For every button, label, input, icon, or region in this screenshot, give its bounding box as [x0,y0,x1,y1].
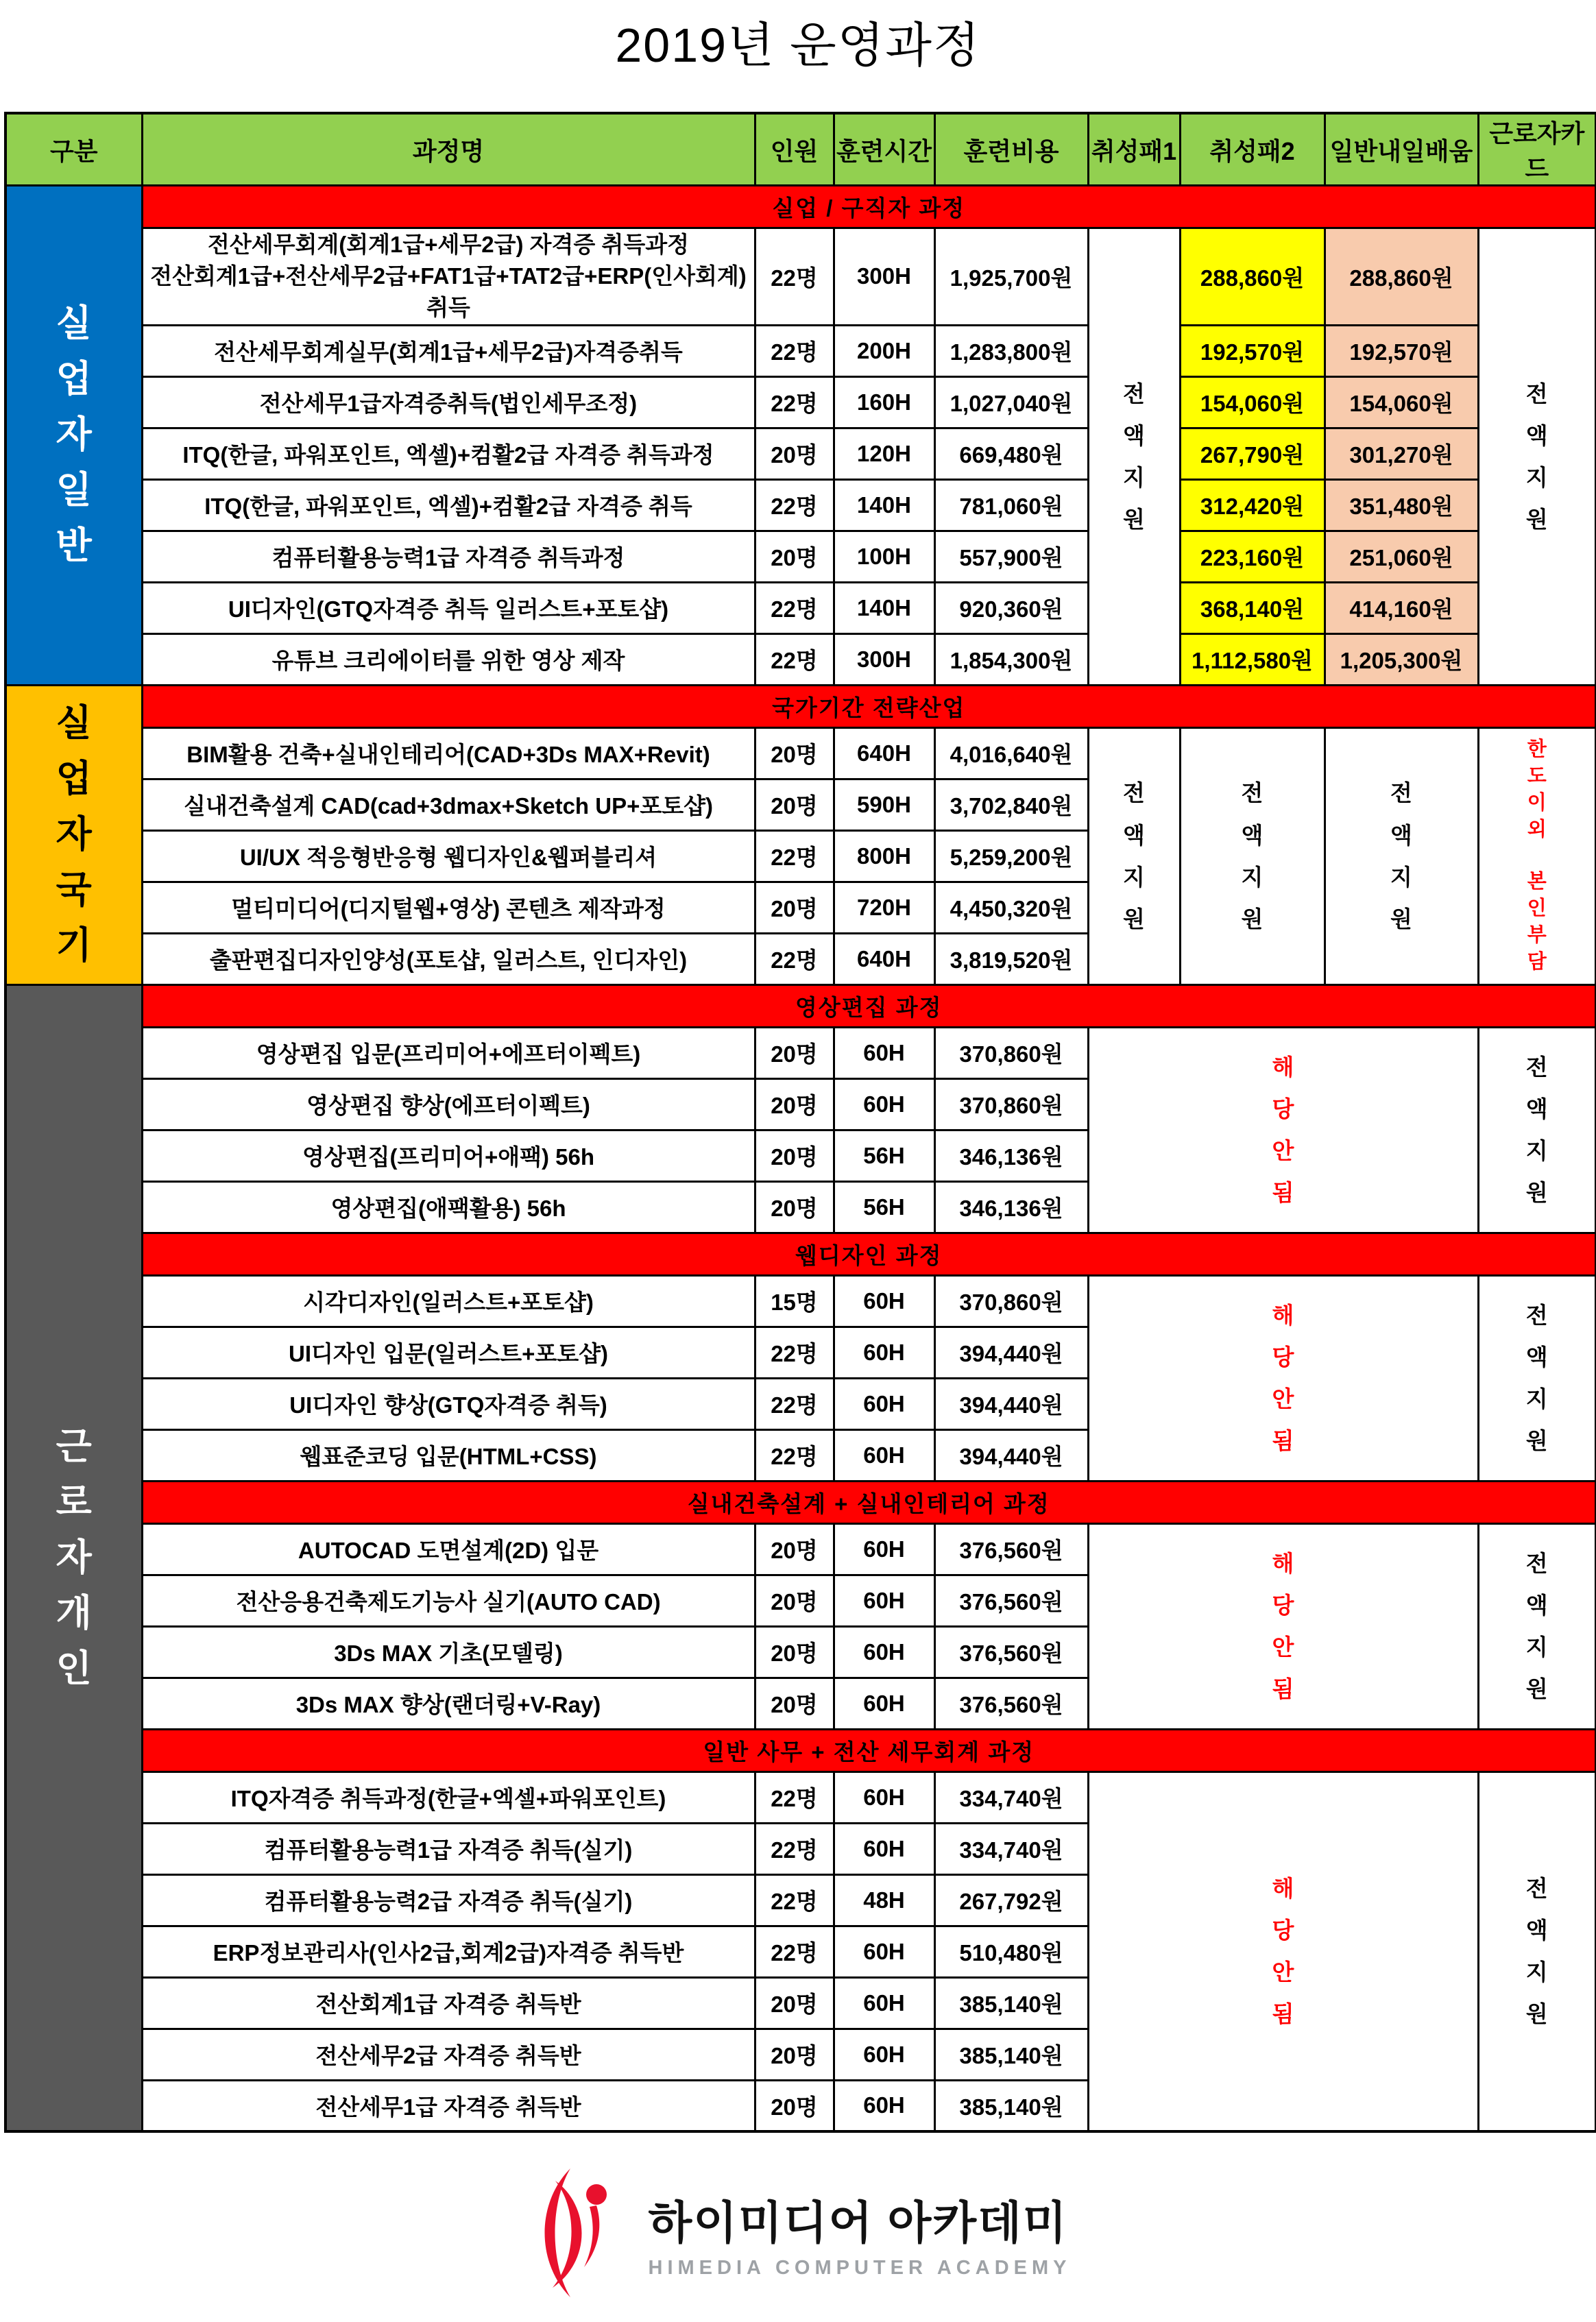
column-header: 훈련시간 [834,113,934,186]
chwiseongpae2-cell: 312,420원 [1180,479,1325,531]
cost-cell: 781,060원 [934,479,1088,531]
course-name-cell: 영상편집(애팩활용) 56h [142,1181,755,1233]
course-name-cell: UI/UX 적응형반응형 웹디자인&웹퍼블리셔 [142,830,755,882]
course-name-cell: 실내건축설계 CAD(cad+3dmax+Sketch UP+포토샵) [142,779,755,830]
himedia-logo-mark-icon [525,2164,628,2301]
hours-cell: 140H [834,582,934,633]
naeil-baeum-cell: 192,570원 [1325,325,1478,376]
naeil-baeum-cell: 1,205,300원 [1325,633,1478,685]
course-name-cell: 컴퓨터활용능력1급 자격증 취득(실기) [142,1823,755,1874]
trainees-cell: 22명 [755,228,834,326]
hours-cell: 60H [834,1678,934,1729]
course-table [4,112,1596,2133]
naeil-baeum-cell: 351,480원 [1325,479,1478,531]
hours-cell: 60H [834,1078,934,1130]
naeil-baeum-cell: 288,860원 [1325,228,1478,326]
course-name-cell: 멀티미디어(디지털웹+영상) 콘텐츠 제작과정 [142,882,755,933]
cost-cell: 376,560원 [934,1575,1088,1626]
page-title: 2019년 운영과정 [615,19,981,72]
hours-cell: 60H [834,1378,934,1429]
trainees-cell: 20명 [755,1626,834,1678]
cost-cell: 669,480원 [934,428,1088,479]
chwiseongpae2-cell: 223,160원 [1180,531,1325,582]
trainees-cell: 22명 [755,1874,834,1926]
course-name-cell: 전산회계1급 자격증 취득반 [142,1977,755,2029]
cost-cell: 267,792원 [934,1874,1088,1926]
cost-cell: 334,740원 [934,1823,1088,1874]
cost-cell: 370,860원 [934,1275,1088,1327]
trainees-cell: 20명 [755,1523,834,1575]
chwiseongpae2-cell: 192,570원 [1180,325,1325,376]
cost-cell: 394,440원 [934,1429,1088,1481]
support-cell-worker-card: 전 액 지 원 [1478,1523,1596,1729]
cost-cell: 4,016,640원 [934,727,1088,779]
hours-cell: 640H [834,933,934,984]
course-name-cell: 3Ds MAX 향상(랜더링+V-Ray) [142,1678,755,1729]
support-cell-chwiseongpae1: 전 액 지 원 [1088,228,1180,686]
support-cell-worker-card: 전 액 지 원 [1478,228,1596,686]
support-cell-chwiseongpae2: 전 액 지 원 [1180,727,1325,984]
hours-cell: 60H [834,1523,934,1575]
trainees-cell: 20명 [755,428,834,479]
naeil-baeum-cell: 414,160원 [1325,582,1478,633]
support-cell-not-applicable: 해 당 안 됨 [1088,1523,1478,1729]
hours-cell: 56H [834,1130,934,1181]
trainees-cell: 22명 [755,633,834,685]
trainees-cell: 20명 [755,1575,834,1626]
cost-cell: 4,450,320원 [934,882,1088,933]
hours-cell: 48H [834,1874,934,1926]
sidebar-group-label: 근 로 자 개 인 [5,984,142,2131]
course-name-cell: 전산세무1급자격증취득(법인세무조정) [142,376,755,428]
hours-cell: 60H [834,1823,934,1874]
course-name-cell: 전산응용건축제도기능사 실기(AUTO CAD) [142,1575,755,1626]
hours-cell: 60H [834,1626,934,1678]
hours-cell: 100H [834,531,934,582]
support-cell-chwiseongpae1: 전 액 지 원 [1088,727,1180,984]
naeil-baeum-cell: 301,270원 [1325,428,1478,479]
hours-cell: 60H [834,1575,934,1626]
trainees-cell: 22명 [755,325,834,376]
trainees-cell: 20명 [755,2029,834,2080]
sidebar-group-label: 실 업 자 국 기 [5,685,142,984]
course-name-cell: 전산세무1급 자격증 취득반 [142,2080,755,2131]
cost-cell: 346,136원 [934,1130,1088,1181]
course-name-cell: 전산세무회계실무(회계1급+세무2급)자격증취득 [142,325,755,376]
trainees-cell: 22명 [755,933,834,984]
section-banner: 일반 사무 + 전산 세무회계 과정 [142,1729,1596,1771]
cost-cell: 370,860원 [934,1078,1088,1130]
course-name-cell: ITQ(한글, 파워포인트, 엑셀)+컴활2급 자격증 취득 [142,479,755,531]
course-name-cell: 컴퓨터활용능력1급 자격증 취득과정 [142,531,755,582]
naeil-baeum-cell: 154,060원 [1325,376,1478,428]
cost-cell: 3,702,840원 [934,779,1088,830]
column-header: 인원 [755,113,834,186]
hours-cell: 200H [834,325,934,376]
course-name-cell: 컴퓨터활용능력2급 자격증 취득(실기) [142,1874,755,1926]
logo-korean-text: 하이미디어 아카데미 [648,2197,1068,2249]
cost-cell: 385,140원 [934,2029,1088,2080]
hours-cell: 800H [834,830,934,882]
course-name-cell: 전산세무회계(회계1급+세무2급) 자격증 취득과정 전산회계1급+전산세무2급+FAT1급+TAT2급+ERP(인사회계)취득 [142,228,755,326]
column-header: 구분 [5,113,142,186]
cost-cell: 3,819,520원 [934,933,1088,984]
support-cell-not-applicable: 해 당 안 됨 [1088,1027,1478,1233]
cost-cell: 376,560원 [934,1523,1088,1575]
course-name-cell: 영상편집 입문(프리미어+에프터이펙트) [142,1027,755,1078]
hours-cell: 120H [834,428,934,479]
support-cell-worker-card: 한 도 이 외 본 인 부 담 [1478,727,1596,984]
trainees-cell: 22명 [755,1429,834,1481]
section-banner: 실내건축설계 + 실내인테리어 과정 [142,1481,1596,1523]
logo-english-text: HIMEDIA COMPUTER ACADEMY [648,2257,1072,2279]
cost-cell: 346,136원 [934,1181,1088,1233]
cost-cell: 334,740원 [934,1771,1088,1823]
trainees-cell: 20명 [755,779,834,830]
trainees-cell: 22명 [755,1926,834,1977]
trainees-cell: 20명 [755,2080,834,2131]
course-name-cell: 웹표준코딩 입문(HTML+CSS) [142,1429,755,1481]
sidebar-group-label: 실 업 자 일 반 [5,186,142,686]
support-cell-worker-card: 전 액 지 원 [1478,1027,1596,1233]
course-name-cell: UI디자인(GTQ자격증 취득 일러스트+포토샵) [142,582,755,633]
hours-cell: 60H [834,2029,934,2080]
trainees-cell: 22명 [755,1823,834,1874]
cost-cell: 1,925,700원 [934,228,1088,326]
trainees-cell: 20명 [755,882,834,933]
support-cell-not-applicable: 해 당 안 됨 [1088,1771,1478,2131]
cost-cell: 376,560원 [934,1678,1088,1729]
course-name-cell: 시각디자인(일러스트+포토샵) [142,1275,755,1327]
hours-cell: 60H [834,1327,934,1378]
section-banner: 웹디자인 과정 [142,1233,1596,1275]
chwiseongpae2-cell: 154,060원 [1180,376,1325,428]
trainees-cell: 22명 [755,376,834,428]
trainees-cell: 22명 [755,582,834,633]
course-name-cell: BIM활용 건축+실내인테리어(CAD+3Ds MAX+Revit) [142,727,755,779]
column-header: 훈련비용 [934,113,1088,186]
hours-cell: 300H [834,633,934,685]
trainees-cell: 22명 [755,1771,834,1823]
cost-cell: 376,560원 [934,1626,1088,1678]
section-banner: 국가기간 전략산업 [142,685,1596,727]
trainees-cell: 22명 [755,1378,834,1429]
column-header: 취성패1 [1088,113,1180,186]
section-banner: 영상편집 과정 [142,984,1596,1027]
cost-cell: 920,360원 [934,582,1088,633]
column-header: 근로자카드 [1478,113,1596,186]
cost-cell: 1,027,040원 [934,376,1088,428]
hours-cell: 60H [834,1771,934,1823]
trainees-cell: 20명 [755,1130,834,1181]
hours-cell: 60H [834,1429,934,1481]
cost-cell: 370,860원 [934,1027,1088,1078]
course-name-cell: ITQ(한글, 파워포인트, 엑셀)+컴활2급 자격증 취득과정 [142,428,755,479]
hours-cell: 60H [834,2080,934,2131]
course-name-cell: 출판편집디자인양성(포토샵, 일러스트, 인디자인) [142,933,755,984]
trainees-cell: 20명 [755,727,834,779]
trainees-cell: 20명 [755,1078,834,1130]
trainees-cell: 22명 [755,1327,834,1378]
hours-cell: 300H [834,228,934,326]
column-header: 취성패2 [1180,113,1325,186]
course-name-cell: UI디자인 입문(일러스트+포토샵) [142,1327,755,1378]
course-name-cell: 전산세무2급 자격증 취득반 [142,2029,755,2080]
course-name-cell: 영상편집 향상(에프터이펙트) [142,1078,755,1130]
chwiseongpae2-cell: 1,112,580원 [1180,633,1325,685]
column-header: 과정명 [142,113,755,186]
cost-cell: 1,854,300원 [934,633,1088,685]
trainees-cell: 20명 [755,531,834,582]
cost-cell: 557,900원 [934,531,1088,582]
cost-cell: 394,440원 [934,1378,1088,1429]
cost-cell: 385,140원 [934,2080,1088,2131]
course-name-cell: AUTOCAD 도면설계(2D) 입문 [142,1523,755,1575]
course-name-cell: 영상편집(프리미어+애팩) 56h [142,1130,755,1181]
hours-cell: 56H [834,1181,934,1233]
hours-cell: 60H [834,1977,934,2029]
course-name-cell: ERP정보관리사(인사2급,회계2급)자격증 취득반 [142,1926,755,1977]
trainees-cell: 22명 [755,830,834,882]
himedia-logo-text [649,2186,1072,2279]
cost-cell: 394,440원 [934,1327,1088,1378]
hours-cell: 590H [834,779,934,830]
himedia-logo [0,2164,1596,2322]
naeil-baeum-cell: 251,060원 [1325,531,1478,582]
support-cell-worker-card: 전 액 지 원 [1478,1771,1596,2131]
trainees-cell: 22명 [755,479,834,531]
support-cell-worker-card: 전 액 지 원 [1478,1275,1596,1481]
column-header: 일반내일배움 [1325,113,1478,186]
hours-cell: 640H [834,727,934,779]
chwiseongpae2-cell: 267,790원 [1180,428,1325,479]
chwiseongpae2-cell: 288,860원 [1180,228,1325,326]
trainees-cell: 20명 [755,1678,834,1729]
cost-cell: 385,140원 [934,1977,1088,2029]
cost-cell: 510,480원 [934,1926,1088,1977]
chwiseongpae2-cell: 368,140원 [1180,582,1325,633]
hours-cell: 160H [834,376,934,428]
hours-cell: 720H [834,882,934,933]
hours-cell: 60H [834,1926,934,1977]
trainees-cell: 20명 [755,1027,834,1078]
cost-cell: 1,283,800원 [934,325,1088,376]
support-cell-naeil-baeum: 전 액 지 원 [1325,727,1478,984]
course-name-cell: ITQ자격증 취득과정(한글+엑셀+파워포인트) [142,1771,755,1823]
section-banner: 실업 / 구직자 과정 [142,186,1596,228]
trainees-cell: 20명 [755,1977,834,2029]
course-name-cell: 3Ds MAX 기초(모델링) [142,1626,755,1678]
hours-cell: 60H [834,1027,934,1078]
course-name-cell: 유튜브 크리에이터를 위한 영상 제작 [142,633,755,685]
hours-cell: 60H [834,1275,934,1327]
hours-cell: 140H [834,479,934,531]
cost-cell: 5,259,200원 [934,830,1088,882]
course-name-cell: UI디자인 향상(GTQ자격증 취득) [142,1378,755,1429]
trainees-cell: 20명 [755,1181,834,1233]
support-cell-not-applicable: 해 당 안 됨 [1088,1275,1478,1481]
trainees-cell: 15명 [755,1275,834,1327]
